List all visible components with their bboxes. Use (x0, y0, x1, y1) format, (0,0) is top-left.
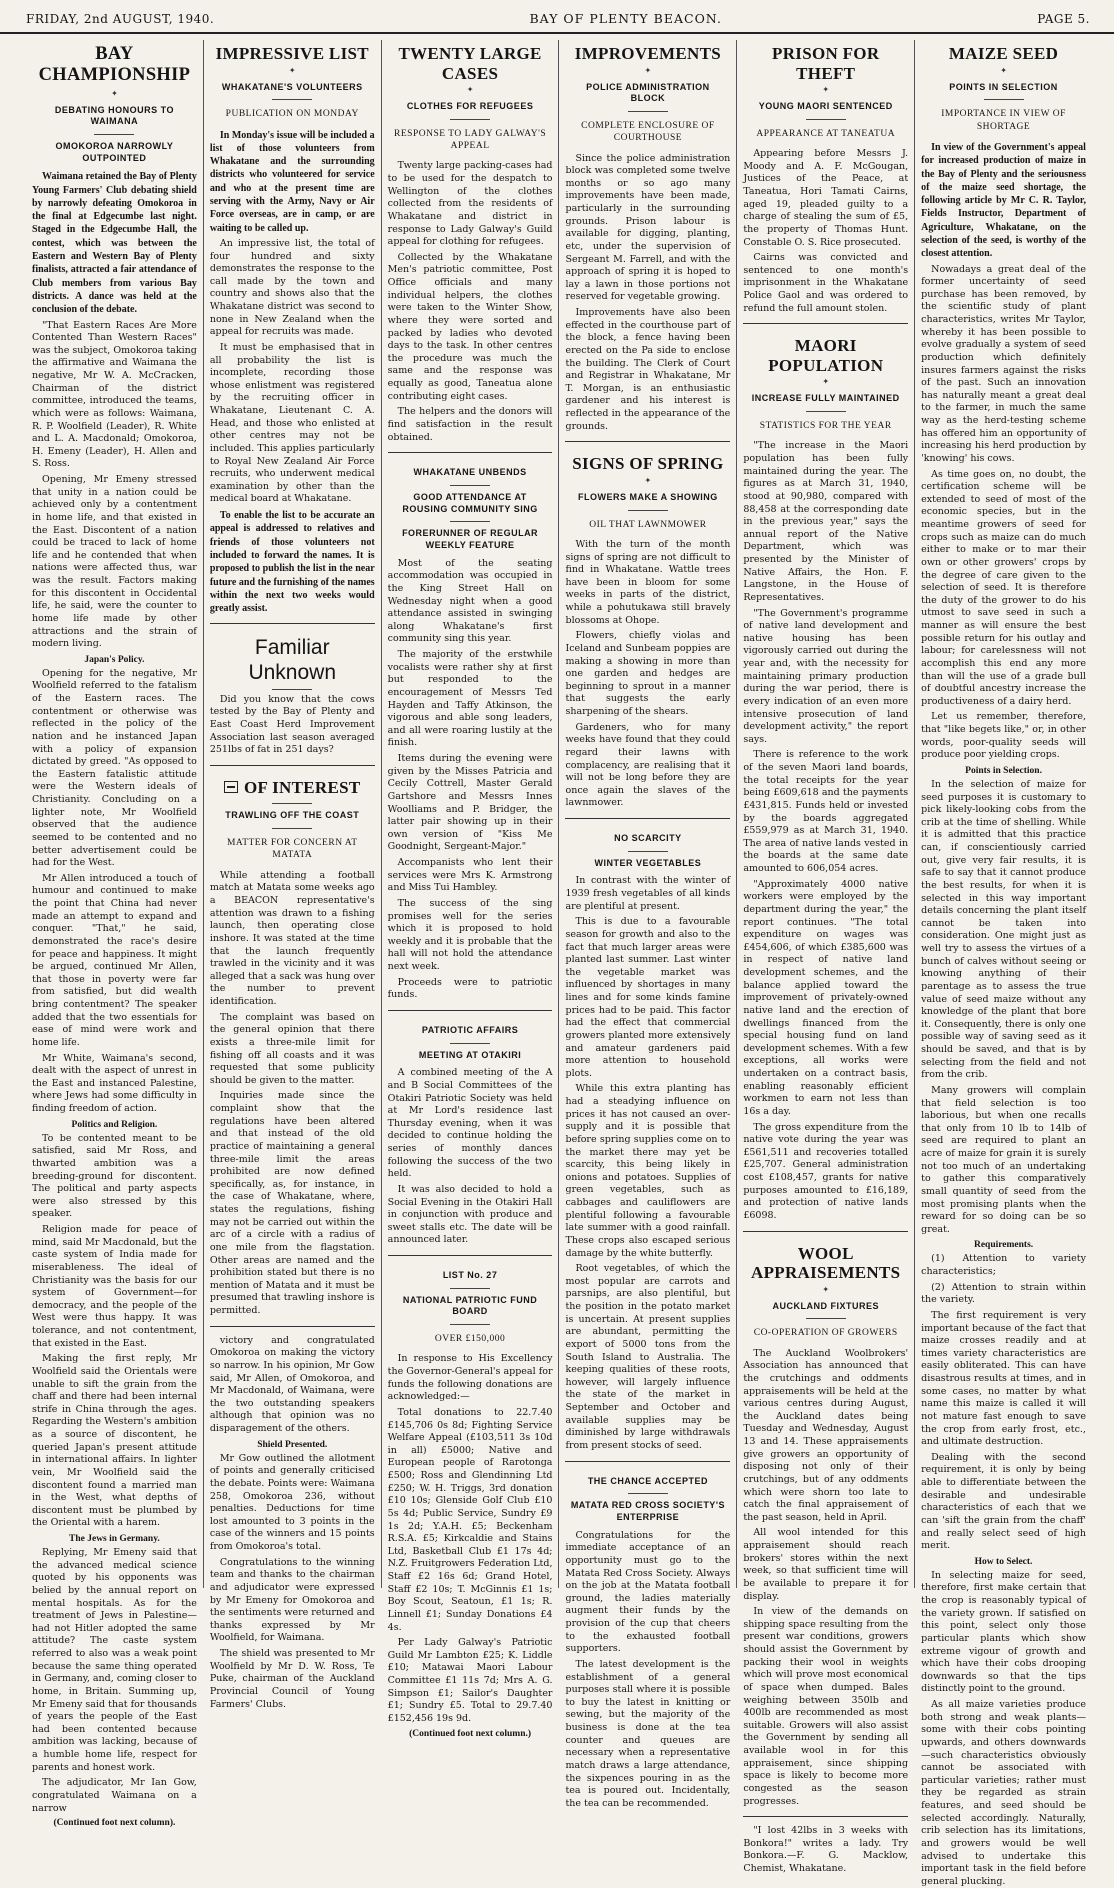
story-familiar-unknown (210, 623, 375, 756)
story-maori-population (743, 323, 908, 1222)
paragraph: Nowadays a great deal of the former uncertainty of seed purchase has been removed, by the scientific study of plant characteristics, writes Mr Taylor, whereby it has been possible to evolve gradually a system of seed production which definitely insures farmers against the risks of the past. Such an innovation has naturally meant a great deal to the farmer, in much the same way as the herd-testing scheme has offered him an opportunity of increasing his herd production by 'knowing' his cows. (921, 263, 1086, 464)
subheading: GOOD ATTENDANCE AT ROUSING COMMUNITY SING (402, 491, 538, 514)
subheading: AUCKLAND FIXTURES (772, 1300, 879, 1311)
divider (450, 485, 490, 486)
story-continued-championship (210, 1326, 375, 1712)
headline: PATRIOTIC AFFAIRS (421, 1024, 519, 1035)
paragraph: Gardeners, who for many weeks have found that they could regard their lawns with complacency, are realising that it will not be long before they are once again the slaves of the lawnmower. (565, 721, 731, 809)
subheading: IMPORTANCE IN VIEW OF SHORTAGE (941, 109, 1066, 132)
paragraph: Accompanists who lent their services were Mrs K. Armstrong and Miss Tui Hambley. (387, 857, 553, 894)
paragraph: Appearing before Messrs J. Moody and A. F. McGougan, Justices of the Peace, at Taneatua, Hori Tamati Cairns, aged 19, pleaded guilty to a charge of stealing the sum of £5, the property of Thomas Hunt. Constable O. S. Rice prosecuted. (743, 148, 909, 248)
divider (450, 521, 490, 522)
story-wool-appraisements (743, 1231, 908, 1809)
headline: MAORI POPULATION (768, 336, 884, 375)
paragraph: Per Lady Galway's Patriotic Guild Mr Lambton £25; K. Liddle £10; Matawai Maori Labour Committee £1 11s 7d; Mrs A. G. Simpson £1; Sailor's Daughter £1; Sundry £5. Total to 29.7.40 £152,456 19s 9d. (387, 1637, 553, 1724)
section-heading: Shield Presented. (257, 1439, 328, 1450)
section-heading: Points in Selection. (965, 765, 1042, 776)
paragraph: Religion made for peace of mind, said Mr Macdonald, but the caste system of India made for miserableness. The ideal of Christianity was the basis for our system of Government—for democracy, and the people of the West were thus happy. It was tolerance, and not contentment, that existed in the East. (32, 1224, 197, 1349)
divider (272, 828, 312, 829)
divider (450, 1324, 490, 1325)
paragraph: As all maize varieties produce both strong and weak plants—some with their cobs pointing upwards, and others downwards—such characteristics obviously cannot be associated with particular varieties; rather must they be regarded as strain features, and seed should be selected accordingly. Naturally, crib selection has its limitations, and growers would be well advised to undertake this important task in the field before general plucking. (921, 1699, 1086, 1887)
story-the-chance-accepted (565, 1461, 730, 1811)
subheading: OMOKOROA NARROWLY OUTPOINTED (55, 140, 174, 163)
section-heading: Politics and Religion. (71, 1119, 158, 1130)
divider (450, 119, 490, 120)
headline: IMPRESSIVE LIST (215, 44, 369, 63)
paragraph: Mr White, Waimana's second, dealt with the aspect of unrest in the East and instanced Palestine, where Jews had some difficulty in finding freedom of action. (32, 1052, 197, 1115)
section-heading: Japan's Policy. (84, 654, 145, 665)
paragraph: The adjudicator, Mr Ian Gow, congratulated Waimana on a narrow (32, 1777, 197, 1814)
headline: PRISON FOR THEFT (772, 44, 880, 83)
paragraph: An impressive list, the total of four hundred and sixty demonstrates the response to the call made by the town and country and shows also that the Whakatane district was second to none in New Zealand when the appeal for recruits was made. (209, 237, 375, 338)
paragraph: Mr Allen introduced a touch of humour and continued to make the point that China had never made an attempt to expand and conquer. "That," he said, demonstrated the race's desire for peace and happiness. It might be argued, continued Mr Allen, that those in poverty were far from satisfied, but did wealth bring contentment? The speaker added that the two essentials for ease of mind were work and home life. (32, 872, 197, 1048)
paragraph: Cairns was convicted and sentenced to one month's imprisonment in the Whakatane Police Gaol and was ordered to refund the full amount stolen. (743, 252, 909, 314)
column-1 (26, 40, 204, 1829)
paragraph: Did you know that the cows tested by the Bay of Plenty and East Coast Herd Improvement Association last season averaged 251lbs of fat in 251 days? (209, 693, 375, 756)
paragraph: The shield was presented to Mr Woolfield by Mr D. W. Ross, Te Puke, chairman of the Auckland Provincial Council of Young Farmers' Clubs. (209, 1648, 375, 1710)
paragraph: "The Government's programme of native land development and native housing has been vigorously carried out during the year and, with the necessity for maintaining primary production during the war period, there is every indication of an even more intensive prosecution of land development activity," the report says. (743, 607, 909, 745)
column-4 (559, 40, 737, 1809)
columns (26, 40, 1092, 1887)
paragraph: Making the first reply, Mr Woolfield said the Orientals were unable to sift the grain from the chaff and there had been internal strife in China through the ages. Regarding the Western's ambition as a source of discontent, he queried Japan's present attitude in international affairs. In lighter vein, Mr Woolfield said the discontent found a married man in the West, what depths of discontent must be plumbed by the Oriental with a harem. (32, 1353, 197, 1529)
subheading: OIL THAT LAWNMOWER (589, 519, 707, 530)
advertisement (743, 1816, 908, 1876)
paragraph: "That Eastern Races Are More Contented Than Western Races" was the subject, Omokoroa taking the affirmative and Waimana the negative, Mr W. A. McCracken, Chairman of the district committee, introduced the teams, which were as follows: Waimana, R. P. Woolfield (Leader), R. White and L. A. Macdonald; Omokoroa, H. Emeny (Leader), H. Allen and S. Ross. (32, 319, 197, 470)
paragraph: Collected by the Whakatane Men's patriotic committee, Post Office officials and many individual helpers, the clothes were taken to the Winter Show, where they were sorted and packed by ladies who devoted days to the task. In other centres the procedure was much the same and the response was equally as good, Taneatua alone contributing eight cases. (387, 251, 553, 402)
subheading: INCREASE FULLY MAINTAINED (751, 393, 900, 404)
divider (806, 411, 846, 412)
continued-note: (Continued foot next column). (53, 1818, 176, 1829)
section-heading: The Jews in Germany. (69, 1534, 160, 1545)
paragraph: Many growers will complain that field selection is too laborious, but when one recalls that only from 10 lb to 14lb of seed are required to plant an acre of maize for grain it is surely not too much of an undertaking to gather this comparatively small quantity of seed from the most promising plants when the reward for so doing can be so great. (921, 1084, 1086, 1235)
paragraph: Twenty large packing-cases had to be used for the despatch to Wellington of the clothes collected from the residents of Whakatane and district in response to Lady Galway's Guild appeal for clothing for refugees. (387, 160, 553, 248)
paragraph: Since the police administration block was completed some twelve months or so ago many improvements have been made, particularly in the surrounding grounds. Prison labour is available for digging, planting, etc, under the supervision of Sergeant M. Farrell, and with the approach of spring it is hoped to lay a lawn in those portions not reserved for vegetable growing. (565, 152, 731, 303)
story-bay-championship (32, 44, 197, 1828)
headline: NO SCARCITY (614, 833, 682, 844)
paragraph: victory and congratulated Omokoroa on making the victory so narrow. In his opinion, Mr Gow said, Mr Allen, of Omokoroa, and Mr Macdonald, of Waimana, were the two outstanding speakers although that opinion was no disparagement of the others. (209, 1334, 375, 1435)
masthead-date: FRIDAY, 2nd AUGUST, 1940. (26, 12, 215, 26)
paragraph: The success of the sing promises well for the series which it is proposed to hold weekly and it is probable that the hall will not hold the attendance next week. (387, 897, 553, 973)
paragraph: Flowers, chiefly violas and Iceland and Sunbeam poppies are making a showing in more than one garden and hedges are beginning to sprout in a manner that suggests the early sharpening of the shears. (565, 630, 731, 718)
lead-paragraph: Waimana retained the Bay of Plenty Young Farmers' Club debating shield by narrowly defeating Omokoroa in the final at Edgecumbe last night. Staged in the Edgecumbe Hall, the contest, which was between the Eastern and Western Bay of Plenty finalists, attracted a fair attendance of Club members from various Bay districts. A dance was held at the conclusion of the debate. (32, 171, 197, 316)
paragraph: "Approximately 4000 native workers were employed by the department during the year," the report continues. "The total expenditure on wages was £454,606, of which £385,600 was in respect of native land development schemes, and the balance applied toward the improvement of privately-owned native land and the erection of dwellings financed from the special housing fund on land development schemes. With a few exceptions, all works were undertaken on a contract basis, enabling reasonably efficient workmen to earn not less than 16s a day. (743, 878, 909, 1117)
paragraph: Let us remember, therefore, that "like begets like," or, in other words, poor-quality seeds will produce poor yielding crops. (921, 711, 1086, 761)
section-heading: Requirements. (973, 1240, 1034, 1251)
paragraph: This is due to a favourable season for growth and also to the fact that much larger areas were planted last summer. Last winter the vegetable market was influenced by shortages in many lines and for some kinds famine prices had to be paid. This factor had the effect that commercial growers planted more extensively and amateur gardeners paid more attention to household plots. (565, 916, 731, 1079)
ornament-divider: ✦ (288, 65, 296, 75)
headline-row (210, 774, 375, 800)
story-twenty-large-cases (388, 44, 553, 444)
headline: WOOL APPRAISEMENTS (751, 1243, 901, 1283)
ornament-divider: ✦ (822, 85, 830, 95)
paragraph: In selecting maize for seed, therefore, first make certain that the crop is reasonably typical of the variety grown. If satisfied on this point, select only those particular plants which show extreme vigour of growth and which have their cobs drooping downwards so that the tips distinctly point to the ground. (921, 1569, 1086, 1695)
continued-note: (Continued foot next column.) (409, 1728, 532, 1739)
paragraph: Proceeds were to patriotic funds. (387, 976, 553, 1001)
headline: LIST No. 27 (442, 1270, 498, 1281)
paragraph: While attending a football match at Matata some weeks ago a BEACON representative's attention was drawn to a fishing launch, then operating close inshore. It was stated at the time that the launch frequently trawled in the vicinity and it was alleged that a sack was hung over the number to prevent identification. (209, 869, 375, 1008)
headline: MAIZE SEED (948, 44, 1059, 63)
ornament-divider: ✦ (466, 85, 474, 95)
subheading: RESPONSE TO LADY GALWAY'S APPEAL (394, 128, 547, 152)
story-signs-of-spring (565, 441, 730, 810)
paragraph: A combined meeting of the A and B Social Committees of the Otakiri Patriotic Society was held at Mr Lord's residence last Thursday evening, when it was decided to continue holding the series of monthly dances following the success of the two held. (387, 1067, 553, 1180)
story-prison-for-theft (743, 44, 908, 315)
paragraph: It was also decided to hold a Social Evening in the Otakiri Hall in conjunction with produce and sweet stalls etc. The date will be announced later. (387, 1183, 553, 1246)
newspaper-icon (224, 781, 238, 793)
headline: WHAKATANE UNBENDS (413, 467, 527, 478)
divider (272, 99, 312, 100)
divider (806, 1318, 846, 1319)
paragraph: To be contented meant to be satisfied, said Mr Ross, and thwarted ambition was a breeding-ground for discontent. The political and party aspects were also stressed by this speaker. (32, 1132, 197, 1220)
paragraph: The helpers and the donors will find satisfaction in the result obtained. (387, 406, 553, 443)
subheading: FLOWERS MAKE A SHOWING (577, 491, 718, 502)
paragraph: (1) Attention to variety characteristics; (921, 1253, 1086, 1278)
subheading: MATATA RED CROSS SOCIETY'S ENTERPRISE (570, 1500, 725, 1522)
subheading: CO-OPERATION OF GROWERS (753, 1328, 898, 1339)
divider (628, 111, 668, 112)
subheading: MATTER FOR CONCERN AT MATATA (226, 838, 358, 861)
ornament-divider: ✦ (1000, 65, 1007, 75)
headline: Familiar Unknown (248, 636, 337, 684)
paragraph: The first requirement is very important because of the fact that maize crosses readily and at times variety characteristics are easily obliterated. This can have disastrous results at times, and in some cases, no matter by what name this maize is called it will not mature fast enough to save the crop from early frost, etc., and ultimate destruction. (921, 1309, 1086, 1448)
section-heading: How to Select. (974, 1556, 1033, 1567)
lead-paragraph: In view of the Government's appeal for increased production of maize in the Bay of Plenty and the seriousness of the maize seed shortage, the following article by Mr C. R. Taylor, Fields Instructor, Department of Agriculture, Whakatane, on the selection of the seed, is worthy of the closest attention. (921, 141, 1086, 260)
paragraph: There is reference to the work of the seven Maori land boards, the total receipts for the year being £609,618 and the payments £431,815. Funds held or invested by the boards aggregated £559,979 as at March 31, 1940. The area of native lands vested in the boards at the same date amounted to 606,054 acres. (743, 749, 909, 874)
paragraph: Mr Gow outlined the allotment of points and generally criticised the debate. Points were: Waimana 258, Omokoroa 236, without penalties. Deductions for time lost amounted to 3 points in the case of the winners and 15 points from Omokoroa's total. (209, 1452, 375, 1553)
subheading: FORERUNNER OF REGULAR WEEKLY FEATURE (402, 528, 539, 550)
ornament-divider: ✦ (822, 1284, 830, 1294)
story-impressive-list (210, 44, 375, 615)
subheading: NATIONAL PATRIOTIC FUND BOARD (402, 1294, 538, 1317)
paragraph: All wool intended for this appraisement should reach brokers' stores within the next week, so that sufficient time will be available to prepare it for display. (743, 1527, 909, 1602)
divider (628, 851, 668, 852)
headline: BAY CHAMPIONSHIP (38, 44, 191, 86)
ornament-divider: ✦ (822, 377, 830, 387)
divider (628, 1493, 668, 1494)
ornament-divider: ✦ (111, 88, 118, 98)
divider (94, 134, 134, 135)
paragraph: The majority of the erstwhile vocalists were rather shy at first but responded to the encouragement of Messrs Ted Hayden and Taffy Atkinson, the vigorous and able song leaders, and all were roaring lustily at the finish. (387, 649, 553, 749)
paragraph: With the turn of the month signs of spring are not difficult to find in Whakatane. Wattle trees have been in bloom for some weeks in parts of the district, while a pohutukawa still bravely blossoms at Ohope. (565, 538, 731, 626)
headline: TWENTY LARGE CASES (398, 44, 542, 83)
subheading: STATISTICS FOR THE YEAR (759, 421, 892, 432)
column-5 (737, 40, 915, 1874)
paragraph: While this extra planting has had a steadying influence on prices it has not caused an over-supply and it is possible that before spring supplies come on to the market there may yet be scarcity, this being likely in onions and potatoes. Supplies of green vegetables, such as cabbages and cauliflowers are plentiful following a favourable late summer with a good rainfall. These crops also escaped serious damage by the white butterfly. (565, 1083, 731, 1259)
story-of-interest (210, 765, 375, 1318)
subheading: OVER £150,000 (434, 1334, 506, 1345)
paragraph: The Auckland Woolbrokers' Association has announced that the crutchings and oddments appraisements will be held at the various centres during August, the Auckland dates being Tuesday and Wednesday, August 13 and 14. These appraisements give growers an opportunity of disposing not only of their crutchings, but of any oddments which were shorn too late to catch the final appraisement of the past season, held in April. (743, 1347, 909, 1523)
story-list-27 (388, 1255, 553, 1739)
paragraph: (2) Attention to strain within the variety. (921, 1281, 1086, 1306)
paragraph: Opening for the negative, Mr Woolfield referred to the fatalism of the Eastern races. The contentment or otherwise was reflected in the policy of the nation and he instanced Japan with a policy of expansion dictated by greed. "As opposed to the Eastern fatalistic attitude were the Western ideals of Christianity. Concluding on a lighter note, Mr Woolfield observed that the audience seemed to be contented and no better advertisement could be had for the West. (32, 667, 197, 869)
paragraph: Root vegetables, of which the most popular are carrots and parsnips, are also plentiful, but the position in the potato market is uncertain. At present supplies are abundant, permitting the export of 5000 tons from the South Island to Australia. The keeping qualities of these roots, however, will largely influence the state of the market in September and October and available supplies may be diminished by large withdrawals from present stocks of seed. (565, 1263, 731, 1451)
paragraph: "The increase in the Maori population has been fully maintained during the year. The figures as at March 31, 1940, stood at 90,980, compared with 88,458 at the corresponding date in the previous year," says the annual report of the Native Department, which was presented by the Minister of Native Affairs, the Hon. F. Langstone, in the House of Representatives. (743, 440, 909, 603)
subheading: DEBATING HONOURS TO WAIMANA (54, 104, 174, 127)
paragraph: Replying, Mr Emeny said that the advanced medical science quoted by his opponents was belied by the annual report on mental hospitals. As for the treatment of Jews in Palestine—had not Hitler adopted the same attitude? The caste system referred to also was a weak point because the same thing operated in Germany, and, coming closer to home, in Britain. Summing up, Mr Emeny said that for thousands of years the people of the East had been contented because ambition was lacking, because of a humble home life, respect for parents and honest work. (32, 1547, 197, 1773)
story-no-scarcity (565, 818, 730, 1453)
subheading: POLICE ADMINISTRATION BLOCK (586, 81, 710, 104)
paragraph: Most of the seating accommodation was occupied in the King Street Hall on Wednesday night when a good attendance assisted in swinging along Whakatane's first community sing this year. (387, 557, 553, 645)
paragraph: Inquiries made since the complaint show that the regulations have been altered and that instead of the old practice of maintaining a general three-mile limit the areas prohibited are now defined specifically, as, for instance, in the case of Whakatane, where, states the regulations, fishing may not be carried out within the arc of a circle with a radius of one mile from the flagstation. Other areas are named and the prohibition stated but there is no mention of Matata and it must be presumed that trawling inshore is permitted. (209, 1090, 375, 1317)
column-2 (204, 40, 382, 1710)
paragraph: Items during the evening were given by the Misses Patricia and Cecily Cottrell, Master Gerald Gartshore and Messrs Innes Woolliams and P. Bridger, the latter pair showing up in their own version of "Kiss Me Goodnight, Sergeant-Major." (387, 753, 553, 853)
divider (450, 1043, 490, 1044)
subheading: WHAKATANE'S VOLUNTEERS (221, 81, 363, 92)
paragraph: In contrast with the winter of 1939 fresh vegetables of all kinds are plentiful at present. (565, 875, 731, 912)
ornament-divider: ✦ (644, 65, 652, 75)
story-patriotic-affairs (388, 1010, 553, 1247)
divider (984, 99, 1024, 100)
paragraph: Dealing with the second requirement, it is only by being able to differentiate between the desirable and undesirable characteristics of each that we can 'sift the grain from the chaff' and really select seed of high merit. (921, 1451, 1086, 1552)
masthead (0, 0, 1114, 34)
subheading: PUBLICATION ON MONDAY (225, 109, 359, 120)
subheading: MEETING AT OTAKIRI (418, 1049, 522, 1060)
paragraph: Congratulations to the winning team and thanks to the chairman and adjudicator were expressed by Mr Emeny for Omokoroa and the sentiments were returned and thanks expressed by Mr Woolfield, for Waimana. (209, 1556, 375, 1644)
masthead-page: PAGE 5. (1037, 12, 1090, 26)
story-maize-seed (921, 44, 1086, 1888)
paragraph: The latest development is the establishment of a general purposes stall where it is possible to buy the latest in knitting or sewing, but the majority of the business is done at the tea counter and queues are necessary when a representative match draws a large attendance, the sixpences pouring in as the tea is poured out. Incidentally, the tea can be recommended. (565, 1658, 731, 1809)
headline: SIGNS OF SPRING (572, 454, 724, 474)
paragraph: Opening, Mr Emeny stressed that unity in a nation could be achieved only by a contentment in home life, and that existed in the East. Discontent of a nation could be traced to lack of home life and he contended that when nations were affected thus, war was the result. Factors making for this discontent in Occidental life, he said, were the counter to home life made by other attractions and the strain of modern living. (32, 474, 197, 650)
paragraph: To enable the list to be accurate an appeal is addressed to relatives and friends of those volunteers not included to forward the names. It is proposed to publish the list in the near future and the furnishing of the names within the next two weeks would greatly assist. (209, 510, 375, 615)
subheading: YOUNG MAORI SENTENCED (758, 101, 893, 112)
paragraph: As time goes on, no doubt, the certification scheme will be extended to seed of most of the economic species, but in the meantime growers of seed for crops such as maize can do much either to make or to mar their own or other growers' crops by the degree of care given to the selection of seed. It is therefore the duty of the grower to do his utmost to save seed in such a manner as will ensure the best possible return for his outlay and labour; for carelessness will not accomplish this end any more than will the use of a grade bull of doubtful ancestry increase the productiveness of a dairy herd. (921, 468, 1086, 707)
subheading: APPEARANCE AT TANEATUA (756, 128, 896, 139)
ornament-divider: ✦ (644, 475, 652, 485)
divider (272, 689, 312, 690)
subheading: WINTER VEGETABLES (594, 857, 702, 868)
headline: THE CHANCE ACCEPTED (587, 1475, 708, 1486)
masthead-title: BAY OF PLENTY BEACON. (529, 11, 722, 26)
divider (272, 803, 312, 804)
column-6 (915, 40, 1092, 1887)
paragraph: In view of the demands on shipping space resulting from the present war conditions, growers should assist the Government by packing their wool in weights which will prove most economical of space when dumped. Bales weighing between 350lb and 400lb are recommended as most suitable. Growers will also assist the Government by sending all available wool in for this appraisement, since shipping space is likely to become more congested as the season progresses. (743, 1606, 909, 1807)
paragraph: In response to His Excellency the Governor-General's appeal for funds the following donations are acknowledged:— (387, 1353, 553, 1403)
divider (450, 1288, 490, 1289)
subheading: TRAWLING OFF THE COAST (225, 810, 360, 821)
ad-text: "I lost 42lbs in 3 weeks with Bonkora!" writes a lady. Try Bonkora.—F. G. Macklow, Chemist, Whakatane. (743, 1825, 909, 1874)
column-3 (382, 40, 560, 1739)
paragraph: The complaint was based on the general opinion that there exists a three-mile limit for fishing off all coasts and it was requested that some publicity should be given to the matter. (209, 1011, 375, 1086)
headline: IMPROVEMENTS (574, 44, 721, 63)
paragraph: Congratulations for the immediate acceptance of an opportunity must go to the Matata Red Cross Society. Always on the job at the Matata football ground, the ladies materially augment their funds by the provision of the cup that cheers to the exhausted football supporters. (565, 1529, 731, 1655)
lead-paragraph: In Monday's issue will be included a list of those volunteers from Whakatane and the surrounding districts who volunteered for service and who at the present time are serving with the Army, Navy or Air Force overseas, are in camp, or are waiting to be called up. (209, 129, 375, 234)
paragraph: Total donations to 22.7.40 £145,706 0s 8d; Fighting Service Welfare Appeal (£103,511 3s 10d in all) £5000; Native and European people of Rarotonga £500; Ross and Glendinning Ltd £250; W. H. Triggs, 3rd donation £10 10s; Glenside Golf Club £10 5s 4d; Public Service, Sundry £9 1s 2d; Y.A.H. £5; Beckenham R.S.A. £5; Kirkcaldie and Stains Ltd, Basketball Club £1 17s 4d; N.Z. Fruitgrowers Federation Ltd, Staff £2 16s 6d; Grand Hotel, Staff £2 10s; T. McGinnis £1 1s; Boy Scout, Seatoun, £1 1s; R. Linnell £1; Sunday Donations £4 4s. (387, 1406, 553, 1633)
divider (628, 510, 668, 511)
paragraph: Improvements have also been effected in the courthouse part of the block, a fence having been erected on the Pa side to enclose the building. The Clerk of Court and Registrar in Whakatane, Mr T. Morgan, is an enthusiastic gardener and his interest is reflected in the appearance of the grounds. (565, 307, 731, 432)
subheading: POINTS IN SELECTION (949, 81, 1058, 92)
divider (806, 119, 846, 120)
paragraph: In the selection of maize for seed purposes it is customary to pick likely-looking cobs from the crib at the time of shelling. While it is admitted that this practice can, if conscientiously carried out, give very fair results, it is safe to say that it cannot produce the best results, for when it is selected in this way important details concerning the plant itself cannot be taken into consideration. One might just as well try to assess the virtues of a bunch of calves without seeing or knowing anything of their parentage as to assess the true value of seed maize without any knowledge of the plant that bore it. Consequently, there is only one possible way of saving seed as it should be saved, and that is by selecting from the field and not from the crib. (921, 778, 1086, 1081)
story-whakatane-unbends (388, 452, 553, 1002)
paragraph: The gross expenditure from the native vote during the year was £561,511 and recoveries totalled £25,707. General administration cost £108,457, grants for native purposes amounted to £16,189, and protection of native lands £6098. (743, 1121, 909, 1221)
subheading: COMPLETE ENCLOSURE OF COURTHOUSE (581, 120, 715, 144)
subheading: CLOTHES FOR REFUGEES (406, 101, 534, 112)
story-improvements (565, 44, 730, 433)
paragraph: It must be emphasised that in all probability the list is incomplete, recording those whose enlistment was registered by the recruiting officer in Whakatane, Lieutenant C. A. Head, and those who enlisted at other centres may not be included. This applies particularly to Royal New Zealand Air Force recruits, who underwent medical examination by other than the medical board at Whakatane. (209, 341, 375, 505)
headline: OF INTEREST (243, 777, 361, 797)
